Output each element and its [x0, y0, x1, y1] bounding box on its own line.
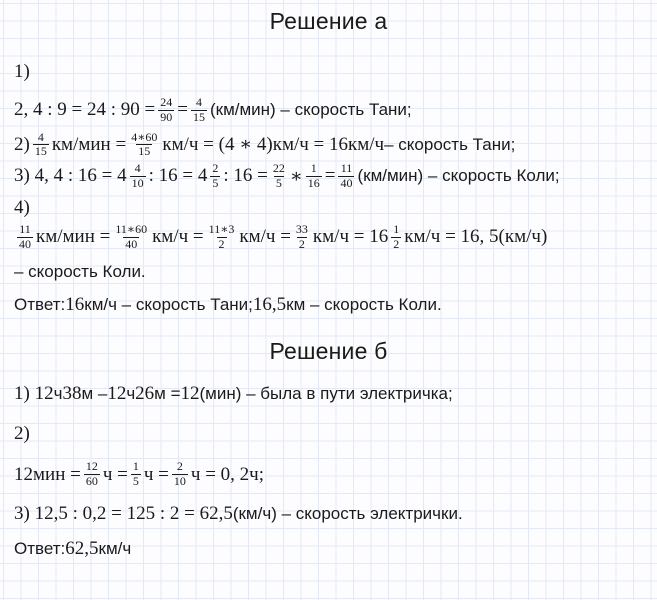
math-text-run: (мин) – была в пути электричка; — [199, 384, 453, 404]
math-text-run: м – — [81, 384, 108, 404]
math-text-run: ч — [126, 384, 136, 404]
fraction-denominator: 40 — [125, 236, 138, 251]
math-text-run: : 16 = — [223, 165, 268, 187]
fraction-numerator: 11∗3 — [208, 221, 235, 236]
math-text-run: = — [177, 99, 188, 121]
math-text-run: 3) 12,5 : 0,2 = 125 : 2 = 62,5 — [14, 502, 233, 524]
fraction — [17, 223, 33, 252]
solution-a-line-1 — [14, 96, 643, 125]
solution-b-title: Решение б — [269, 338, 388, 365]
fraction-numerator: 11 — [19, 221, 31, 236]
fraction-numerator: 2 — [176, 459, 183, 474]
fraction-numerator: 4 — [37, 129, 44, 144]
math-text-run: км – скорость Коли. — [286, 295, 442, 315]
math-text-run: 2) — [14, 133, 30, 155]
solution-b-step2-label: 2) — [14, 423, 30, 445]
math-text-run: км/ч = (4 ∗ 4)км/ч = 16км/ч — [162, 134, 385, 156]
fraction — [294, 223, 310, 252]
solution-b-section — [14, 336, 643, 561]
fraction — [391, 223, 401, 252]
solution-a-line-4 — [14, 223, 643, 252]
fraction-denominator: 40 — [340, 175, 353, 190]
fraction — [306, 162, 322, 191]
fraction-denominator: 2 — [218, 236, 225, 251]
math-text-run: 26 — [135, 383, 155, 405]
fraction — [271, 162, 287, 191]
fraction-denominator: 2 — [393, 236, 400, 251]
math-text-run: 38 — [62, 383, 82, 405]
fraction-denominator: 16 — [307, 175, 320, 190]
solution-a-step1-label: 1) — [14, 61, 30, 82]
fraction-numerator: 1 — [310, 161, 317, 176]
fraction-denominator: 10 — [173, 474, 186, 489]
math-text-run: 12 — [107, 383, 127, 405]
solution-a-step4-label: 4) — [14, 196, 30, 218]
fraction — [84, 460, 100, 489]
math-text-run: км/мин = — [51, 133, 127, 155]
solution-a-line-4-continuation: – скорость Коли. — [14, 262, 146, 282]
solution-b-answer — [14, 537, 643, 561]
math-text-run: ч = 0, 2ч; — [190, 463, 264, 485]
math-text-run: = — [324, 165, 336, 187]
fraction — [130, 162, 146, 191]
fraction-denominator: 10 — [131, 175, 144, 190]
math-text-run: ч = — [102, 463, 128, 485]
math-text-run: км/ч = — [239, 226, 291, 248]
fraction-numerator: 4∗60 — [131, 129, 158, 144]
fraction — [129, 131, 159, 160]
math-text-run: ч — [53, 384, 63, 404]
math-text-run: ч = — [143, 463, 169, 485]
fraction — [207, 223, 237, 252]
fraction-numerator: 11∗60 — [115, 221, 148, 236]
fraction — [191, 96, 207, 125]
fraction — [33, 131, 49, 160]
fraction-numerator: 22 — [272, 161, 285, 176]
math-text-run: Ответ: — [14, 538, 66, 558]
fraction-denominator: 15 — [138, 144, 151, 159]
math-text-run: (км/мин) – скорость Тани; — [209, 100, 412, 120]
fraction-denominator: 5 — [212, 175, 219, 190]
math-text-run: ∗ — [289, 165, 303, 187]
math-text-run: Ответ: — [14, 295, 66, 315]
solution-a-answer — [14, 293, 643, 317]
solution-b-line-1 — [14, 382, 643, 406]
fraction — [158, 96, 174, 125]
fraction-numerator: 4 — [195, 95, 202, 109]
fraction-denominator: 60 — [85, 474, 98, 489]
fraction-numerator: 4 — [134, 161, 141, 176]
fraction-denominator: 5 — [275, 175, 282, 190]
fraction — [210, 162, 220, 191]
math-text-run: : 16 = 4 — [148, 165, 208, 187]
solution-a-section — [14, 6, 643, 317]
fraction-numerator: 1 — [393, 221, 400, 236]
math-text-run: (км/мин) – скорость Коли; — [357, 166, 560, 186]
fraction-denominator: 15 — [34, 144, 47, 159]
fraction — [131, 460, 141, 489]
fraction-numerator: 12 — [85, 459, 98, 474]
math-text-run: 2, 4 : 9 = 24 : 90 = — [14, 99, 156, 121]
math-text-run: 16,5 — [252, 294, 287, 316]
math-text-run: 12мин = — [14, 463, 81, 485]
math-text-run: км/ч — [98, 538, 132, 558]
math-text-run: км/ч = — [152, 226, 204, 248]
math-text-run: 1) 12 — [14, 383, 54, 405]
fraction — [113, 223, 149, 252]
solution-a-line-3 — [14, 162, 643, 191]
fraction-denominator: 40 — [19, 236, 31, 251]
math-text-run: 16 — [65, 294, 85, 316]
solution-a-line-2 — [14, 131, 643, 160]
fraction — [172, 460, 188, 489]
solution-a-title: Решение а — [269, 8, 388, 34]
math-text-run: 3) 4, 4 : 16 = 4 — [14, 165, 127, 187]
solution-b-line-3 — [14, 502, 643, 526]
fraction-denominator: 2 — [298, 236, 305, 251]
fraction — [338, 162, 354, 191]
fraction-numerator: 2 — [212, 161, 219, 176]
fraction-numerator: 1 — [132, 459, 139, 474]
math-text-run: км/ч = 16, 5(км/ч) — [404, 226, 548, 248]
fraction-numerator: 11 — [340, 161, 353, 176]
fraction-denominator: 90 — [160, 109, 173, 124]
math-text-run: 12 — [180, 383, 200, 405]
fraction-denominator: 5 — [132, 474, 139, 489]
math-text-run: 62,5 — [65, 537, 99, 559]
math-text-run: м = — [154, 384, 181, 404]
fraction-denominator: 15 — [192, 109, 205, 124]
solution-b-line-2 — [14, 460, 643, 489]
math-text-run: км/ч = 16 — [312, 226, 389, 248]
math-text-run: (км/ч) – скорость электрички. — [232, 503, 463, 523]
math-text-run: км/ч – скорость Тани; — [84, 295, 253, 315]
fraction-numerator: 24 — [160, 95, 173, 109]
math-text-run: км/мин = — [36, 226, 111, 248]
math-text-run: – скорость Тани; — [384, 134, 516, 154]
fraction-numerator: 33 — [295, 221, 308, 236]
